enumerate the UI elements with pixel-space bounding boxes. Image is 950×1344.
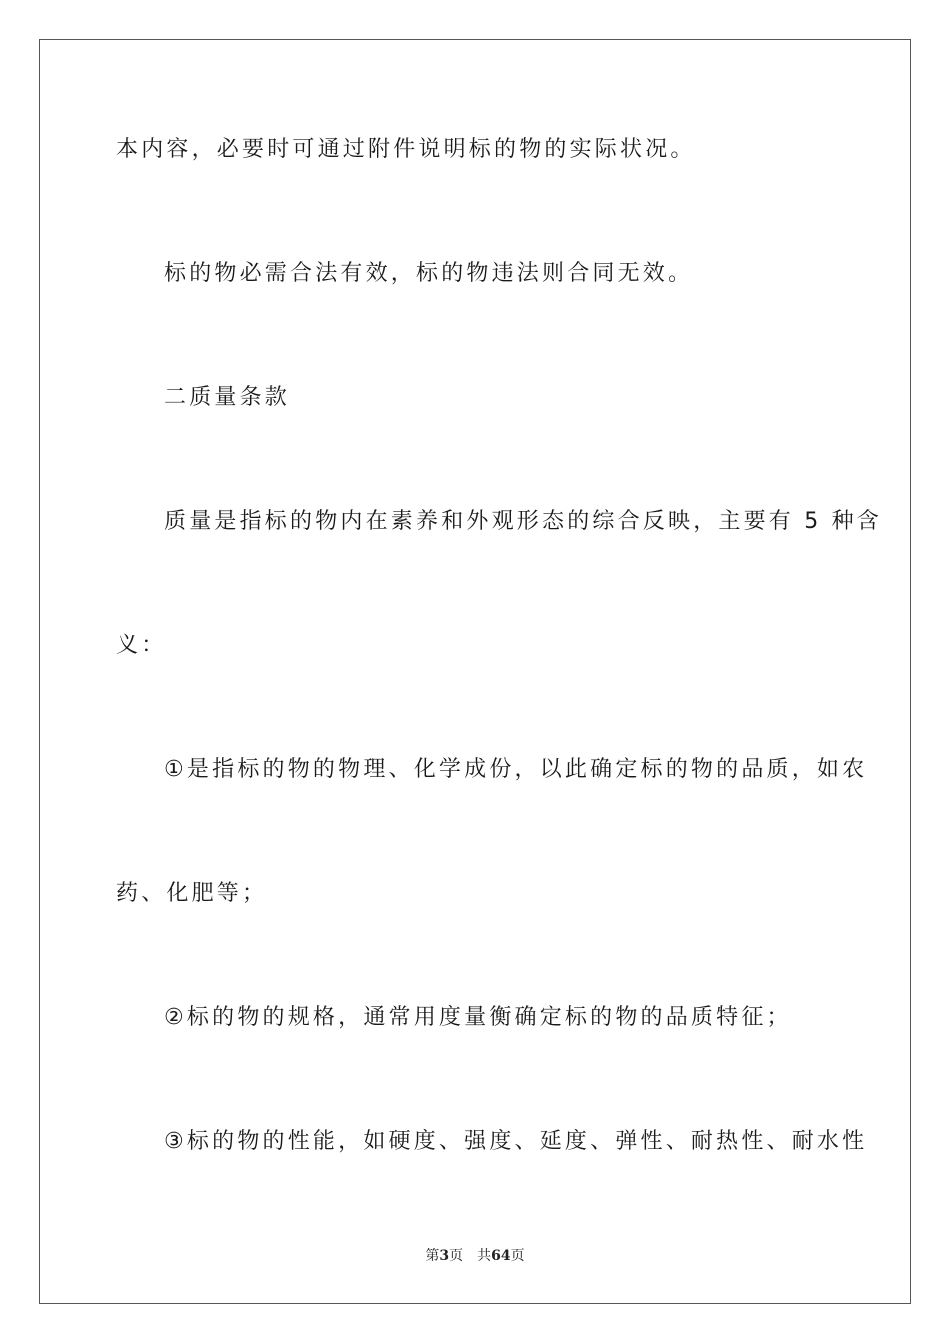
- total-page-count: 64: [491, 1248, 511, 1264]
- text-line: 药、化肥等；: [116, 881, 268, 906]
- footer-total-suffix: 页: [510, 1248, 525, 1264]
- page-footer: [0, 1246, 950, 1266]
- footer-total-prefix: 共: [477, 1248, 492, 1264]
- page-border: [39, 39, 911, 1304]
- footer-page-suffix: 页: [449, 1248, 464, 1264]
- text-line: ③标的物的性能，如硬度、强度、延度、弹性、耐热性、耐水性: [164, 1129, 868, 1154]
- section-heading: 二质量条款: [164, 385, 291, 410]
- text-line: 义：: [116, 633, 167, 658]
- text-line: ①是指标的物的物理、化学成份，以此确定标的物的品质，如农: [164, 757, 868, 782]
- current-page-number: 3: [439, 1248, 450, 1264]
- text-line: 本内容，必要时可通过附件说明标的物的实际状况。: [116, 137, 696, 162]
- text-line: ②标的物的规格，通常用度量衡确定标的物的品质特征；: [164, 1005, 792, 1030]
- text-line: 标的物必需合法有效，标的物违法则合同无效。: [164, 261, 694, 286]
- footer-prefix: 第: [425, 1248, 440, 1264]
- text-line: 质量是指标的物内在素养和外观形态的综合反映，主要有 5 种含: [164, 509, 882, 534]
